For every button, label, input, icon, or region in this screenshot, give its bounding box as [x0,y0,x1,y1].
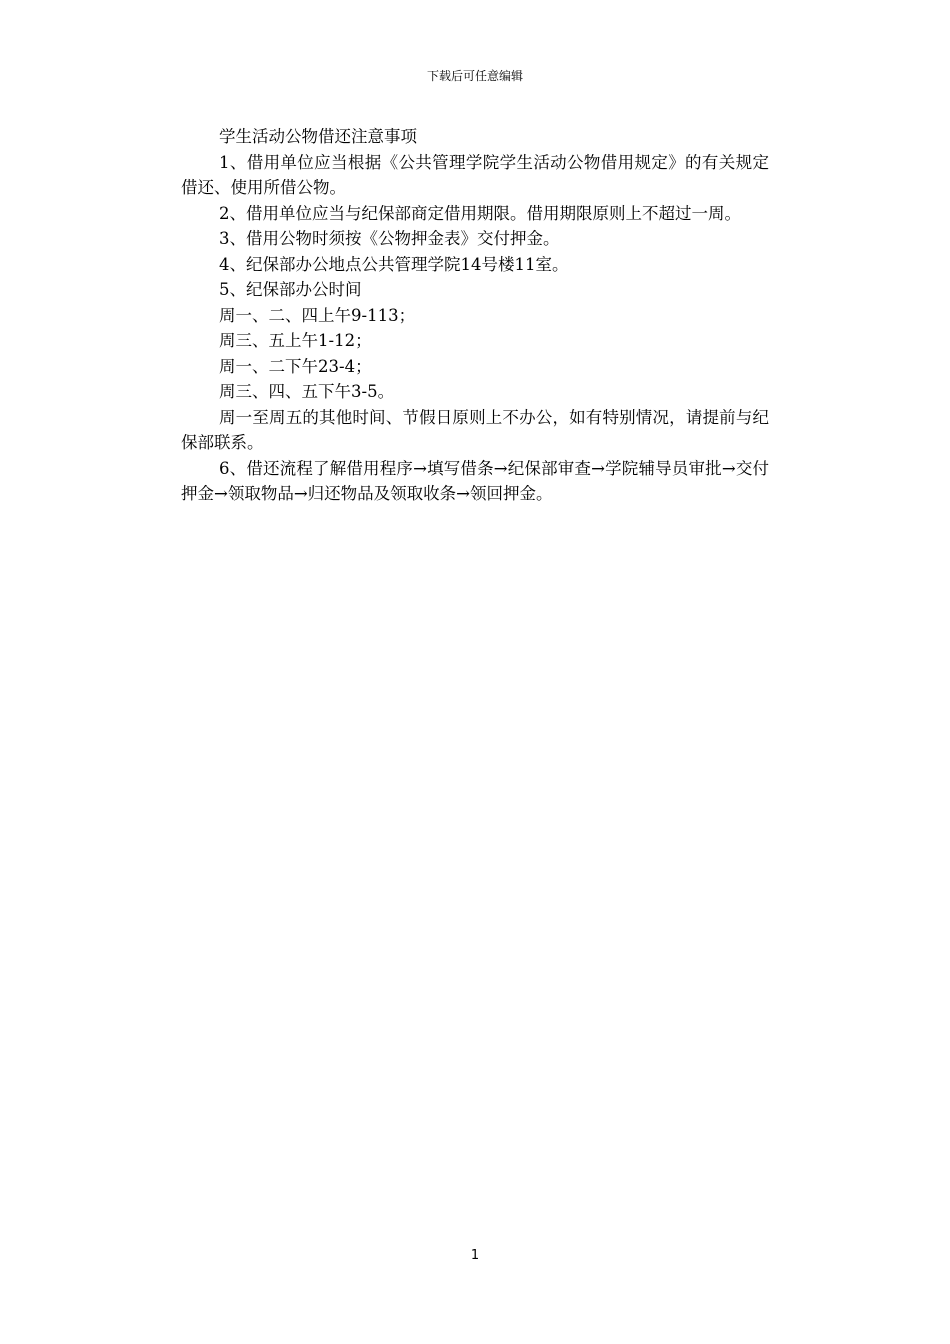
paragraph-item-1: 1、借用单位应当根据《公共管理学院学生活动公物借用规定》的有关规定借还、使用所借公物。 [181,152,769,197]
paragraph-item-5: 5、纪保部办公时间 [219,280,362,299]
paragraph-item-2: 2、借用单位应当与纪保部商定借用期限。借用期限原则上不超过一周。 [219,203,741,223]
page-number: 1 [470,1248,480,1263]
page-header: 下载后可任意编辑 [426,69,523,83]
schedule-line-3: 周一、二下午23-4； [219,356,372,376]
paragraph-item-3: 3、借用公物时须按《公物押金表》交付押金。 [219,229,560,248]
document-body [181,124,769,507]
schedule-line-2: 周三、五上午1-12； [219,331,372,350]
schedule-line-1: 周一、二、四上午9-113； [219,305,416,325]
schedule-line-4: 周三、四、五下午3-5。 [219,382,395,401]
document-title: 学生活动公物借还注意事项 [219,127,417,146]
paragraph-item-6: 6、借还流程了解借用程序→填写借条→纪保部审查→学院辅导员审批→交付押金→领取物品→归还物品及领取收条→领回押金。 [181,458,769,503]
paragraph-item-4: 4、纪保部办公地点公共管理学院14号楼11室。 [219,254,569,274]
schedule-note: 周一至周五的其他时间、节假日原则上不办公，如有特别情况，请提前与纪保部联系。 [181,407,769,452]
